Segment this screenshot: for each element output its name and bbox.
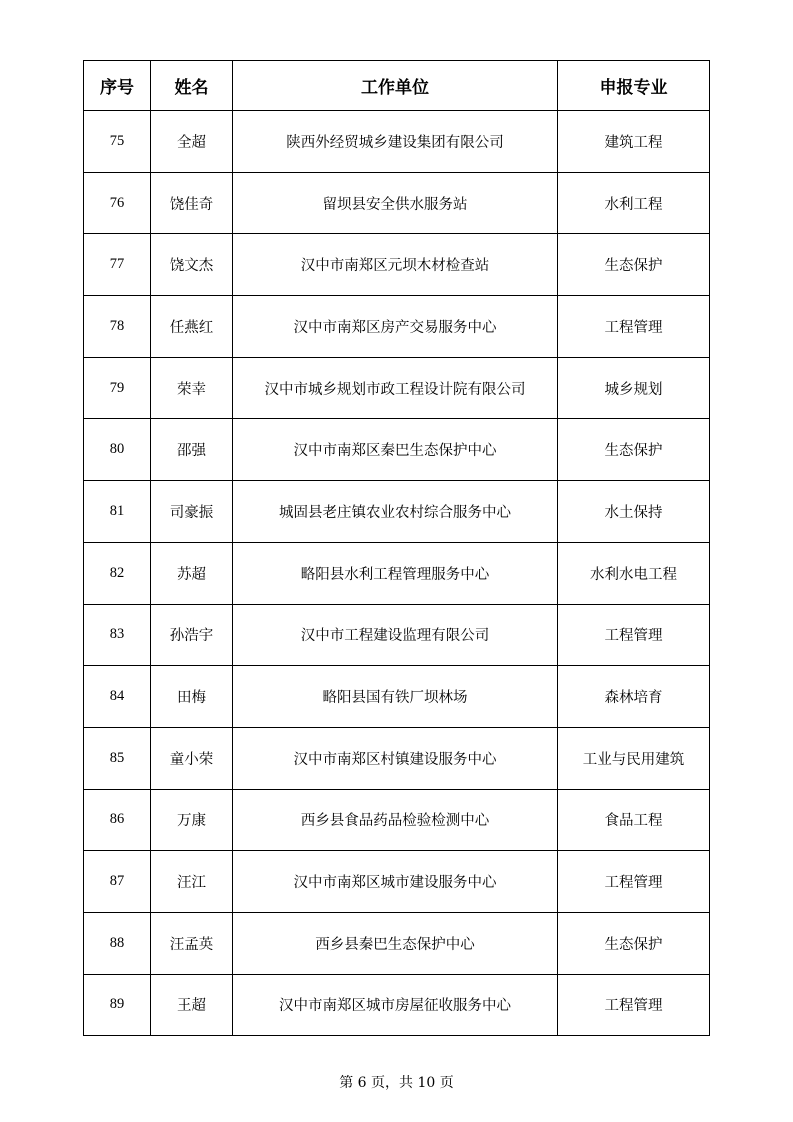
cell-major: 生态保护 bbox=[558, 912, 710, 974]
cell-unit: 略阳县国有铁厂坝林场 bbox=[233, 666, 558, 728]
cell-major: 工业与民用建筑 bbox=[558, 727, 710, 789]
cell-name: 苏超 bbox=[151, 542, 233, 604]
table-row bbox=[84, 419, 710, 481]
table-row bbox=[84, 481, 710, 543]
table-row bbox=[84, 111, 710, 173]
cell-no: 85 bbox=[84, 727, 151, 789]
cell-unit: 汉中市南郑区城市房屋征收服务中心 bbox=[233, 974, 558, 1036]
table-row bbox=[84, 234, 710, 296]
header-name: 姓名 bbox=[151, 61, 233, 111]
cell-major: 水利水电工程 bbox=[558, 542, 710, 604]
cell-name: 司豪振 bbox=[151, 481, 233, 543]
cell-name: 童小荣 bbox=[151, 727, 233, 789]
cell-no: 84 bbox=[84, 666, 151, 728]
cell-name: 汪孟英 bbox=[151, 912, 233, 974]
table-row bbox=[84, 542, 710, 604]
cell-major: 工程管理 bbox=[558, 851, 710, 913]
cell-name: 饶佳奇 bbox=[151, 172, 233, 234]
cell-unit: 西乡县食品药品检验检测中心 bbox=[233, 789, 558, 851]
cell-name: 任燕红 bbox=[151, 296, 233, 358]
cell-no: 81 bbox=[84, 481, 151, 543]
cell-name: 王超 bbox=[151, 974, 233, 1036]
cell-major: 生态保护 bbox=[558, 419, 710, 481]
cell-major: 水土保持 bbox=[558, 481, 710, 543]
cell-name: 荣幸 bbox=[151, 357, 233, 419]
table-row bbox=[84, 789, 710, 851]
header-major: 申报专业 bbox=[558, 61, 710, 111]
cell-name: 汪江 bbox=[151, 851, 233, 913]
cell-no: 86 bbox=[84, 789, 151, 851]
cell-unit: 留坝县安全供水服务站 bbox=[233, 172, 558, 234]
cell-major: 建筑工程 bbox=[558, 111, 710, 173]
table-header-row bbox=[84, 61, 710, 111]
header-unit: 工作单位 bbox=[233, 61, 558, 111]
cell-unit: 汉中市南郑区秦巴生态保护中心 bbox=[233, 419, 558, 481]
cell-unit: 陕西外经贸城乡建设集团有限公司 bbox=[233, 111, 558, 173]
roster-table bbox=[83, 60, 710, 1036]
table-row bbox=[84, 172, 710, 234]
cell-name: 饶文杰 bbox=[151, 234, 233, 296]
page-footer bbox=[0, 1072, 793, 1092]
cell-name: 田梅 bbox=[151, 666, 233, 728]
cell-major: 食品工程 bbox=[558, 789, 710, 851]
cell-major: 森林培育 bbox=[558, 666, 710, 728]
cell-name: 万康 bbox=[151, 789, 233, 851]
cell-no: 78 bbox=[84, 296, 151, 358]
cell-major: 水利工程 bbox=[558, 172, 710, 234]
cell-unit: 汉中市南郑区房产交易服务中心 bbox=[233, 296, 558, 358]
table-row bbox=[84, 296, 710, 358]
cell-no: 76 bbox=[84, 172, 151, 234]
cell-no: 80 bbox=[84, 419, 151, 481]
cell-name: 全超 bbox=[151, 111, 233, 173]
cell-major: 工程管理 bbox=[558, 604, 710, 666]
cell-unit: 汉中市工程建设监理有限公司 bbox=[233, 604, 558, 666]
cell-unit: 汉中市南郑区村镇建设服务中心 bbox=[233, 727, 558, 789]
cell-no: 77 bbox=[84, 234, 151, 296]
cell-no: 83 bbox=[84, 604, 151, 666]
table-row bbox=[84, 851, 710, 913]
cell-no: 82 bbox=[84, 542, 151, 604]
table-row bbox=[84, 727, 710, 789]
cell-unit: 西乡县秦巴生态保护中心 bbox=[233, 912, 558, 974]
cell-major: 生态保护 bbox=[558, 234, 710, 296]
table-row bbox=[84, 357, 710, 419]
cell-unit: 汉中市南郑区元坝木材检查站 bbox=[233, 234, 558, 296]
cell-name: 邵强 bbox=[151, 419, 233, 481]
cell-no: 79 bbox=[84, 357, 151, 419]
table-row bbox=[84, 604, 710, 666]
cell-major: 城乡规划 bbox=[558, 357, 710, 419]
cell-name: 孙浩宇 bbox=[151, 604, 233, 666]
cell-unit: 城固县老庄镇农业农村综合服务中心 bbox=[233, 481, 558, 543]
page-number-text: 第 6 页，共 10 页 bbox=[339, 1075, 454, 1091]
cell-no: 75 bbox=[84, 111, 151, 173]
cell-major: 工程管理 bbox=[558, 974, 710, 1036]
table-row bbox=[84, 974, 710, 1036]
header-no: 序号 bbox=[84, 61, 151, 111]
table-row bbox=[84, 666, 710, 728]
cell-no: 89 bbox=[84, 974, 151, 1036]
cell-unit: 略阳县水利工程管理服务中心 bbox=[233, 542, 558, 604]
cell-unit: 汉中市南郑区城市建设服务中心 bbox=[233, 851, 558, 913]
cell-unit: 汉中市城乡规划市政工程设计院有限公司 bbox=[233, 357, 558, 419]
cell-major: 工程管理 bbox=[558, 296, 710, 358]
table-row bbox=[84, 912, 710, 974]
cell-no: 88 bbox=[84, 912, 151, 974]
cell-no: 87 bbox=[84, 851, 151, 913]
